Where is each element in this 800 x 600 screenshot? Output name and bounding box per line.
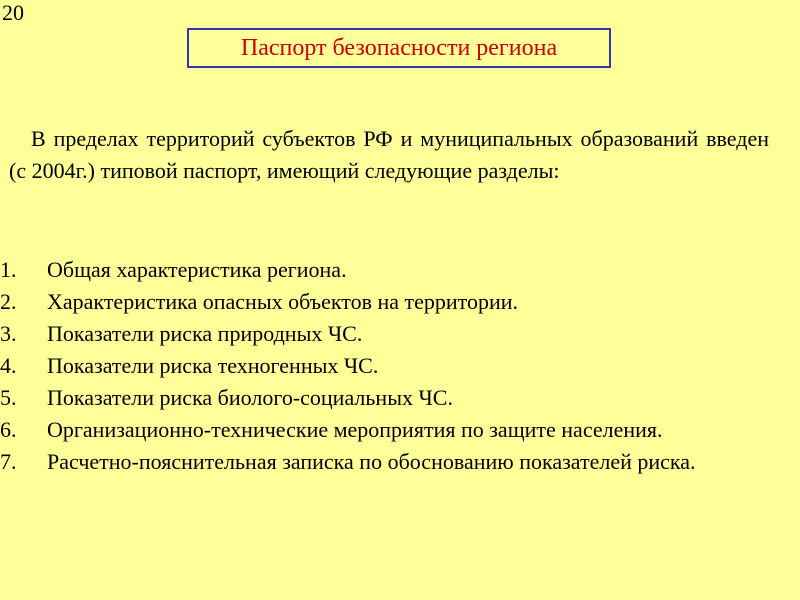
sections-list xyxy=(0,254,790,478)
list-item-text: Организационно-технические мероприятия по защите населения. xyxy=(47,417,663,442)
list-item-number: 1. xyxy=(0,257,17,282)
list-item xyxy=(0,254,767,286)
list-item-text: Характеристика опасных объектов на территории. xyxy=(47,289,519,314)
list-item xyxy=(0,286,767,318)
list-item-number: 2. xyxy=(0,289,17,314)
list-item-text: Показатели риска природных ЧС. xyxy=(47,321,363,346)
list-item-text: Показатели риска техногенных ЧС. xyxy=(47,353,379,378)
list-item-number: 4. xyxy=(0,353,17,378)
slide-number: 20 xyxy=(2,0,24,25)
list-item-text: Расчетно-пояснительная записка по обоснованию показателей риска. xyxy=(47,449,696,474)
list-item-text: Показатели риска биолого-социальных ЧС. xyxy=(47,385,453,410)
list-item-number: 6. xyxy=(0,417,17,442)
list-item xyxy=(0,318,767,350)
list-item-number: 3. xyxy=(0,321,17,346)
title-box xyxy=(187,28,611,68)
intro-paragraph: В пределах территорий субъектов РФ и муниципальных образований введен (с 2004г.) типовой паспорт, имеющий следующие разделы: xyxy=(9,126,769,183)
list-item-text: Общая характеристика региона. xyxy=(47,257,347,282)
list-item xyxy=(0,350,767,382)
list-item xyxy=(0,382,767,414)
list-item-number: 5. xyxy=(0,385,17,410)
slide-title: Паспорт безопасности региона xyxy=(240,35,558,61)
list-item xyxy=(0,414,767,446)
list-item xyxy=(0,446,767,478)
list-item-number: 7. xyxy=(0,449,17,474)
